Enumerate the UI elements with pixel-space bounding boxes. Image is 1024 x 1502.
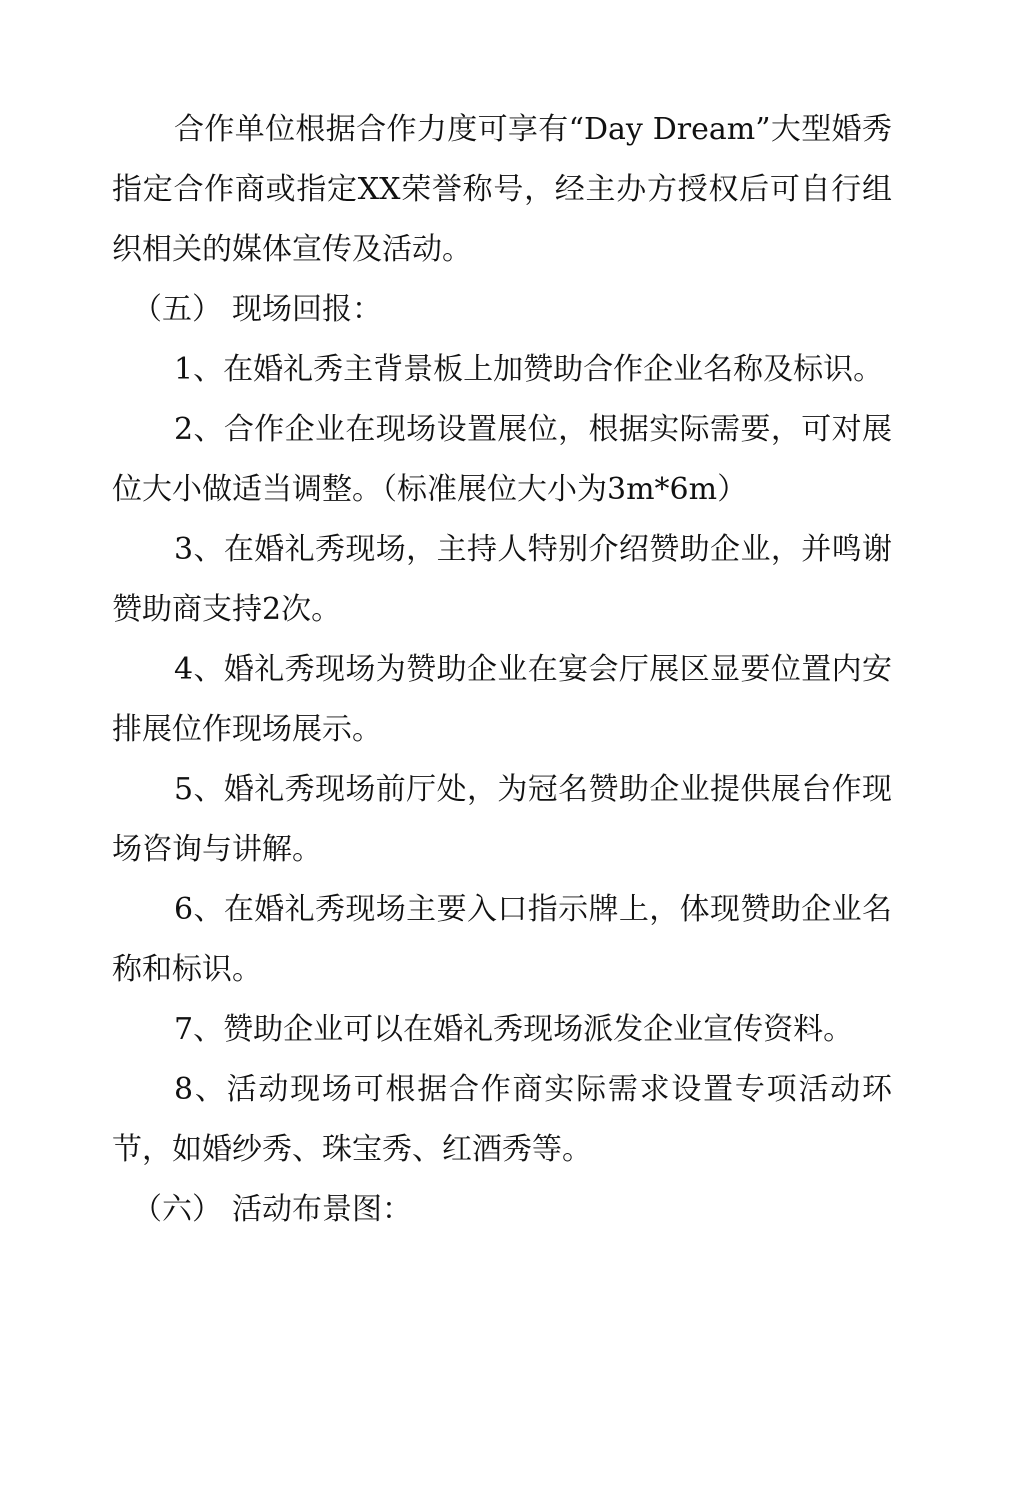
list-item-4: 4、婚礼秀现场为赞助企业在宴会厅展区显要位置内安排展位作现场展示。 (112, 652, 892, 747)
intro-paragraph: 合作单位根据合作力度可享有“Day Dream”大型婚秀指定合作商或指定XX荣誉称号，经主办方授权后可自行组织相关的媒体宣传及活动。 (112, 112, 892, 267)
list-item-5: 5、婚礼秀现场前厅处，为冠名赞助企业提供展台作现场咨询与讲解。 (112, 772, 892, 867)
list-item-3: 3、在婚礼秀现场，主持人特别介绍赞助企业，并鸣谢赞助商支持2次。 (112, 532, 892, 627)
list-item-8: 8、活动现场可根据合作商实际需求设置专项活动环节，如婚纱秀、珠宝秀、红酒秀等。 (112, 1072, 892, 1167)
section-number: （六） (132, 1192, 222, 1227)
section-heading-6 (112, 1180, 892, 1240)
section-number: （五） (132, 292, 222, 327)
section-title: 现场回报： (232, 292, 382, 327)
document-body (112, 100, 892, 1240)
section-title: 活动布景图： (232, 1192, 412, 1227)
list-item-1: 1、在婚礼秀主背景板上加赞助合作企业名称及标识。 (174, 352, 884, 387)
section-heading-5 (112, 280, 892, 340)
list-item-2: 2、合作企业在现场设置展位，根据实际需要，可对展位大小做适当调整。（标准展位大小为3m*6m） (112, 412, 892, 507)
list-item-6: 6、在婚礼秀现场主要入口指示牌上，体现赞助企业名称和标识。 (112, 892, 892, 987)
list-item-7: 7、赞助企业可以在婚礼秀现场派发企业宣传资料。 (174, 1012, 854, 1047)
